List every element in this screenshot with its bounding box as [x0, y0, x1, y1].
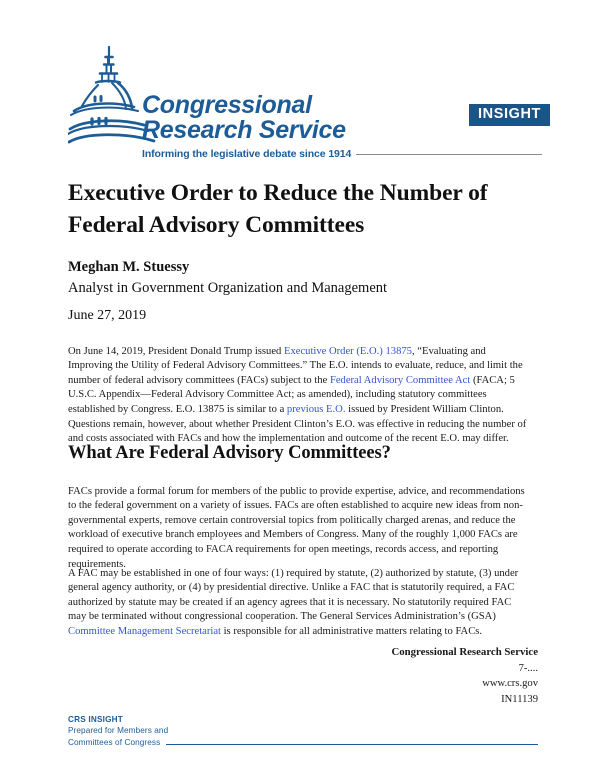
footer-website: www.crs.gov — [482, 678, 538, 689]
wordmark-line-congressional: Congressional — [142, 91, 312, 119]
link-executive-order-13875[interactable]: Executive Order (E.O.) 13875 — [284, 345, 412, 357]
ways-text-seg1: A FAC may be established in one of four ways: (1) required by statute, (2) authorized by statute, (3) under general agency authority, or (4) by presidential directive. Unlike a FAC that is statutorily required, a FAC authorized by statute may be created if an agency agrees that it is necessary. No statutorily required FAC may be terminated without congressional cooperation. The General Services Administration’s (GSA) — [68, 567, 519, 623]
footer-product-id: IN11139 — [501, 693, 538, 705]
page-title: Executive Order to Reduce the Number of Federal Advisory Committees — [68, 180, 488, 238]
crs-wordmark — [142, 93, 442, 143]
intro-text-seg4: issued by President William Clinton. Questions remain, however, about whether President Clinton’s E.O. was effective in reducing the number of and costs associated with FACs and how the implementation and outcome of the recent E.O. may differ. — [68, 403, 527, 445]
ways-text-seg2: is responsible for all administrative matters relating to FACs. — [220, 625, 483, 637]
paragraph-establishment-ways — [68, 567, 532, 640]
insight-badge: INSIGHT — [469, 104, 550, 126]
link-previous-eo[interactable]: previous E.O. — [286, 403, 346, 415]
footer-crs-insight-block — [68, 714, 538, 749]
footer-org-name: Congressional Research Service — [391, 646, 538, 658]
link-committee-management-secretariat[interactable]: Committee Management Secretariat — [68, 625, 221, 637]
link-federal-advisory-committee-act[interactable]: Federal Advisory Committee Act — [329, 374, 471, 386]
footer-divider-rule — [166, 744, 538, 745]
footer-insight-title: CRS INSIGHT — [68, 715, 123, 724]
author-name: Meghan M. Stuessy — [68, 259, 190, 275]
wordmark-line-research-service: Research Service — [142, 116, 346, 144]
paragraph-introduction — [68, 345, 532, 447]
footer-insight-line2: Committees of Congress — [68, 738, 161, 747]
intro-text-seg2: , “Evaluating and Improving the Utility of Federal Advisory Committees.” The E.O. intends to evaluate, reduce, and limit the number of federal advisory committees (FACs) subject to the — [68, 345, 523, 386]
section-heading-what-are-facs: What Are Federal Advisory Committees? — [68, 443, 391, 463]
author-role: Analyst in Government Organization and Management — [68, 280, 388, 296]
footer-contact-block — [278, 645, 538, 707]
crs-masthead — [68, 45, 538, 160]
crs-tagline: Informing the legislative debate since 1914 — [142, 148, 352, 160]
crs-tagline-row — [142, 144, 542, 160]
header-divider-rule — [356, 154, 542, 155]
intro-text-seg1: On June 14, 2019, President Donald Trump issued — [68, 345, 284, 357]
paragraph-facs-overview: FACs provide a formal forum for members of the public to provide expertise, advice, and recommendations to the federal government on a variety of issues. FACs are often established to acquire new ideas from non-governmental experts, remove certain controversial topics from politically charged arenas, and reduce the workload of executive branch employees and Members of Congress. Many of the roughly 1,000 FACs are required to operate according to FACA requirements for open meetings, records access, and reporting requirements. — [68, 485, 525, 570]
intro-text-seg3: (FACA; 5 U.S.C. Appendix—Federal Advisory Committee Act; as amended), including statutory committees established by Congress. E.O. 13875 is similar to a — [68, 374, 515, 415]
footer-insight-line2-row — [68, 737, 538, 749]
publication-date: June 27, 2019 — [68, 308, 147, 323]
footer-insight-line1: Prepared for Members and — [68, 726, 169, 735]
footer-phone: 7-.... — [518, 662, 538, 674]
